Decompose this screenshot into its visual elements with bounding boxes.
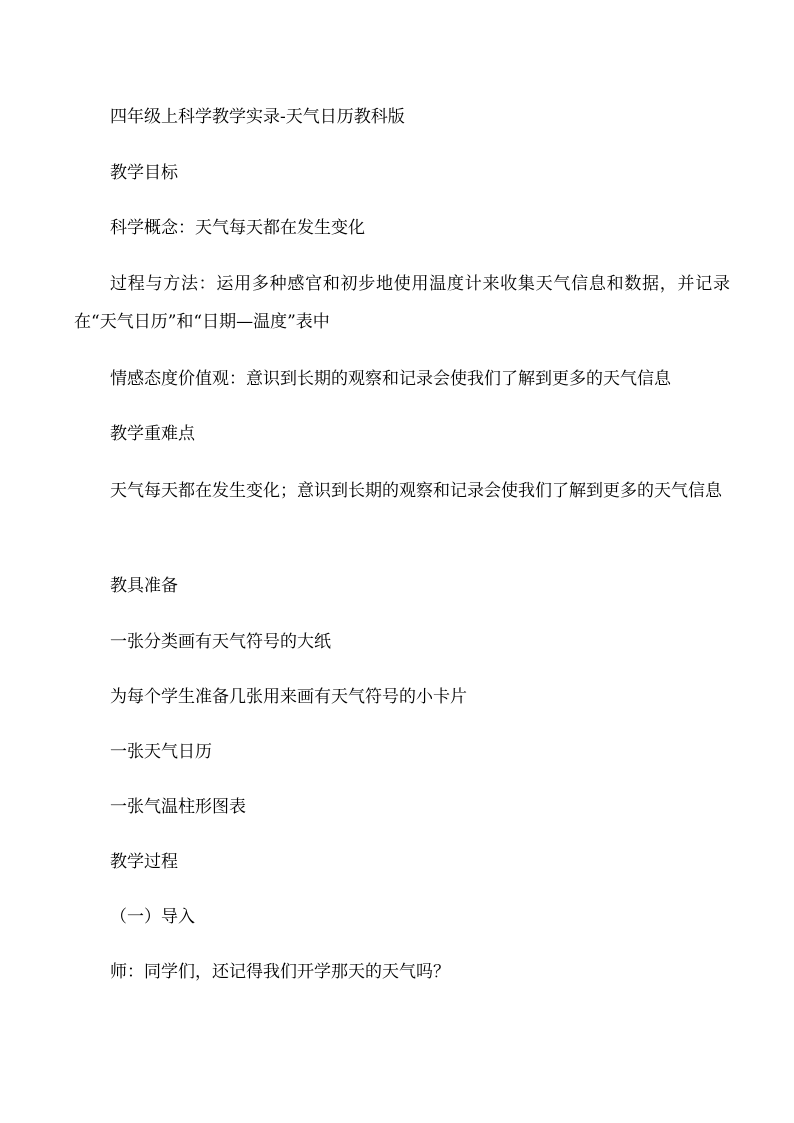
- list-item-material-1: 一张分类画有天气符号的大纸: [110, 632, 331, 652]
- section-heading-materials: 教具准备: [110, 576, 178, 596]
- list-item-material-4: 一张气温柱形图表: [110, 797, 246, 817]
- list-item-material-2: 为每个学生准备几张用来画有天气符号的小卡片: [110, 687, 467, 707]
- paragraph-key-points: 天气每天都在发生变化；意识到长期的观察和记录会使我们了解到更多的天气信息: [110, 481, 722, 501]
- document-title: 四年级上科学教学实录-天气日历教科版: [110, 107, 405, 127]
- section-heading-process: 教学过程: [110, 852, 178, 872]
- paragraph-process-method: 过程与方法：运用多种感官和初步地使用温度计来收集天气信息和数据，并记录在“天气日历”和“日期—温度”表中: [74, 274, 730, 332]
- section-heading-teaching-goals: 教学目标: [110, 163, 178, 183]
- subsection-heading-intro: （一）导入: [110, 907, 195, 927]
- paragraph-science-concept: 科学概念：天气每天都在发生变化: [110, 218, 365, 238]
- paragraph-teacher-question: 师：同学们，还记得我们开学那天的天气吗？: [110, 962, 450, 982]
- section-heading-key-points: 教学重难点: [110, 424, 195, 444]
- paragraph-emotion-values: 情感态度价值观：意识到长期的观察和记录会使我们了解到更多的天气信息: [110, 369, 671, 389]
- list-item-material-3: 一张天气日历: [110, 742, 212, 762]
